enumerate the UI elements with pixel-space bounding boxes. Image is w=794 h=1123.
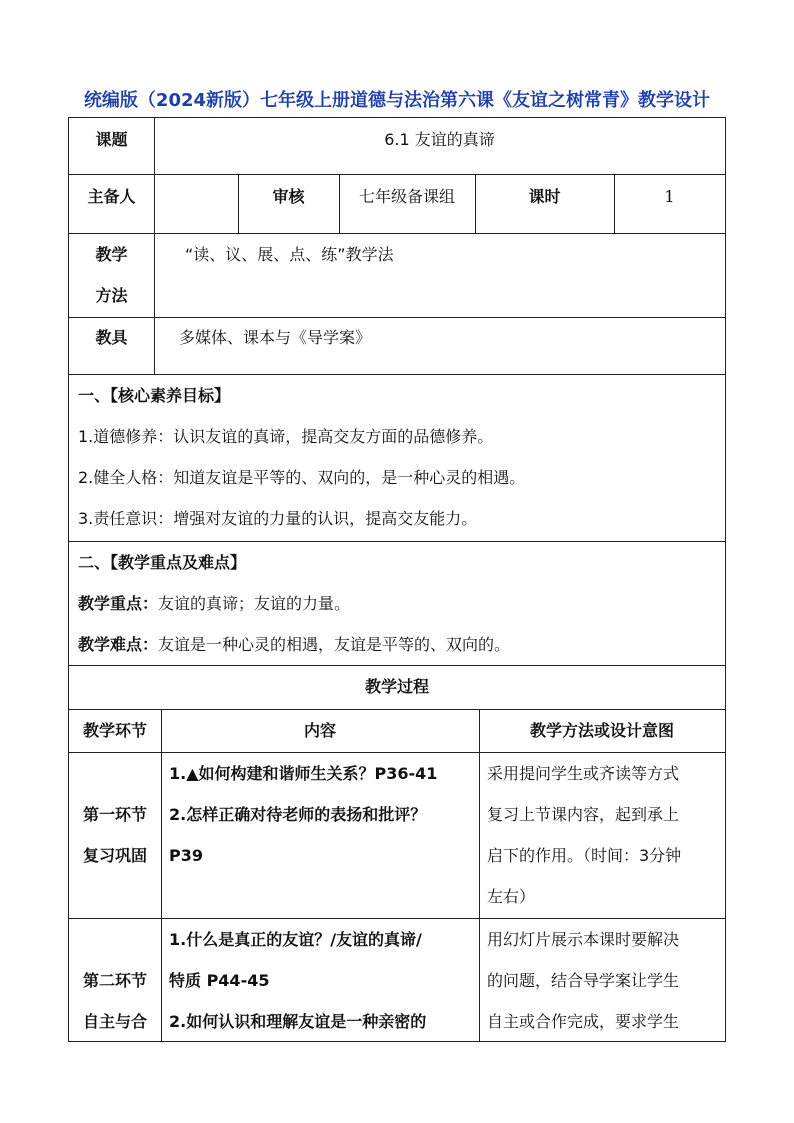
column-divider bbox=[161, 709, 162, 1042]
period-label: 课时 bbox=[528, 187, 561, 206]
method-line: 启下的作用。（时间：3分钟 bbox=[487, 846, 682, 865]
goals-heading: 一、【核心素养目标】 bbox=[78, 386, 231, 405]
content-line: 特质 P44-45 bbox=[169, 971, 270, 990]
topic-value: 6.1 友谊的真谛 bbox=[384, 130, 495, 149]
reviewer-label: 审核 bbox=[272, 187, 305, 206]
difficult-point bbox=[78, 624, 718, 665]
stage-line: 自主与合 bbox=[82, 1012, 147, 1031]
method-value: “读、议、展、点、练”教学法 bbox=[185, 245, 394, 264]
content-cell bbox=[169, 919, 475, 1042]
method-label bbox=[69, 233, 154, 317]
column-divider bbox=[479, 709, 480, 1042]
process-heading: 教学过程 bbox=[364, 677, 429, 696]
column-header-method: 教学方法或设计意图 bbox=[529, 721, 674, 740]
method-line: 用幻灯片展示本课时要解决 bbox=[487, 930, 680, 949]
content-cell bbox=[169, 753, 475, 918]
key-point bbox=[78, 583, 718, 624]
key-point-text: 友谊的真谛；友谊的力量。 bbox=[158, 594, 351, 613]
stage-cell bbox=[69, 960, 161, 1042]
key-point-label: 教学重点： bbox=[78, 594, 159, 613]
goal-item: 1.道德修养：认识友谊的真谛，提高交友方面的品德修养。 bbox=[78, 427, 494, 446]
focus-heading: 二、【教学重点及难点】 bbox=[78, 553, 247, 572]
method-line: 的问题，结合导学案让学生 bbox=[487, 971, 680, 990]
goal-item: 3.责任意识：增强对友谊的力量的认识，提高交友能力。 bbox=[78, 509, 478, 528]
method-line: 自主或合作完成，要求学生 bbox=[487, 1012, 680, 1031]
period-value: 1 bbox=[664, 187, 675, 206]
difficult-point-label: 教学难点： bbox=[78, 635, 159, 654]
goal-item: 2.健全人格：知道友谊是平等的、双向的，是一种心灵的相遇。 bbox=[78, 468, 526, 487]
stage-cell bbox=[69, 794, 161, 878]
method-cell bbox=[487, 753, 723, 918]
content-line: 1.什么是真正的友谊？/友谊的真谛/ bbox=[169, 930, 422, 949]
preparer-label: 主备人 bbox=[87, 187, 136, 206]
method-line: 左右） bbox=[487, 887, 536, 906]
stage-line: 第一环节 bbox=[82, 805, 147, 824]
difficult-point-text: 友谊是一种心灵的相遇，友谊是平等的、双向的。 bbox=[158, 635, 511, 654]
lesson-plan-table bbox=[68, 117, 726, 1042]
column-header-stage: 教学环节 bbox=[82, 721, 147, 740]
topic-label: 课题 bbox=[95, 130, 128, 149]
method-label-line: 教学 bbox=[95, 245, 128, 264]
tools-value: 多媒体、课本与《导学案》 bbox=[179, 328, 372, 347]
content-line: P39 bbox=[169, 846, 203, 865]
content-line: 2.怎样正确对待老师的表扬和批评？ bbox=[169, 805, 427, 824]
focus-section bbox=[78, 542, 718, 665]
preparer-value bbox=[154, 174, 238, 233]
document-title: 统编版（2024新版）七年级上册道德与法治第六课《友谊之树常青》教学设计 bbox=[83, 90, 711, 111]
method-line: 采用提问学生或齐读等方式 bbox=[487, 764, 680, 783]
column-header-content: 内容 bbox=[303, 721, 336, 740]
content-line: 1.▲如何构建和谐师生关系？P36-41 bbox=[169, 764, 438, 783]
reviewer-value: 七年级备课组 bbox=[358, 187, 455, 206]
stage-line: 第二环节 bbox=[82, 971, 147, 990]
method-line: 复习上节课内容，起到承上 bbox=[487, 805, 680, 824]
tools-label: 教具 bbox=[95, 328, 128, 347]
method-label-line: 方法 bbox=[95, 286, 128, 305]
goals-section bbox=[78, 375, 718, 541]
method-cell bbox=[487, 919, 723, 1042]
content-line: 2.如何认识和理解友谊是一种亲密的 bbox=[169, 1012, 427, 1031]
stage-line: 复习巩固 bbox=[82, 846, 147, 865]
